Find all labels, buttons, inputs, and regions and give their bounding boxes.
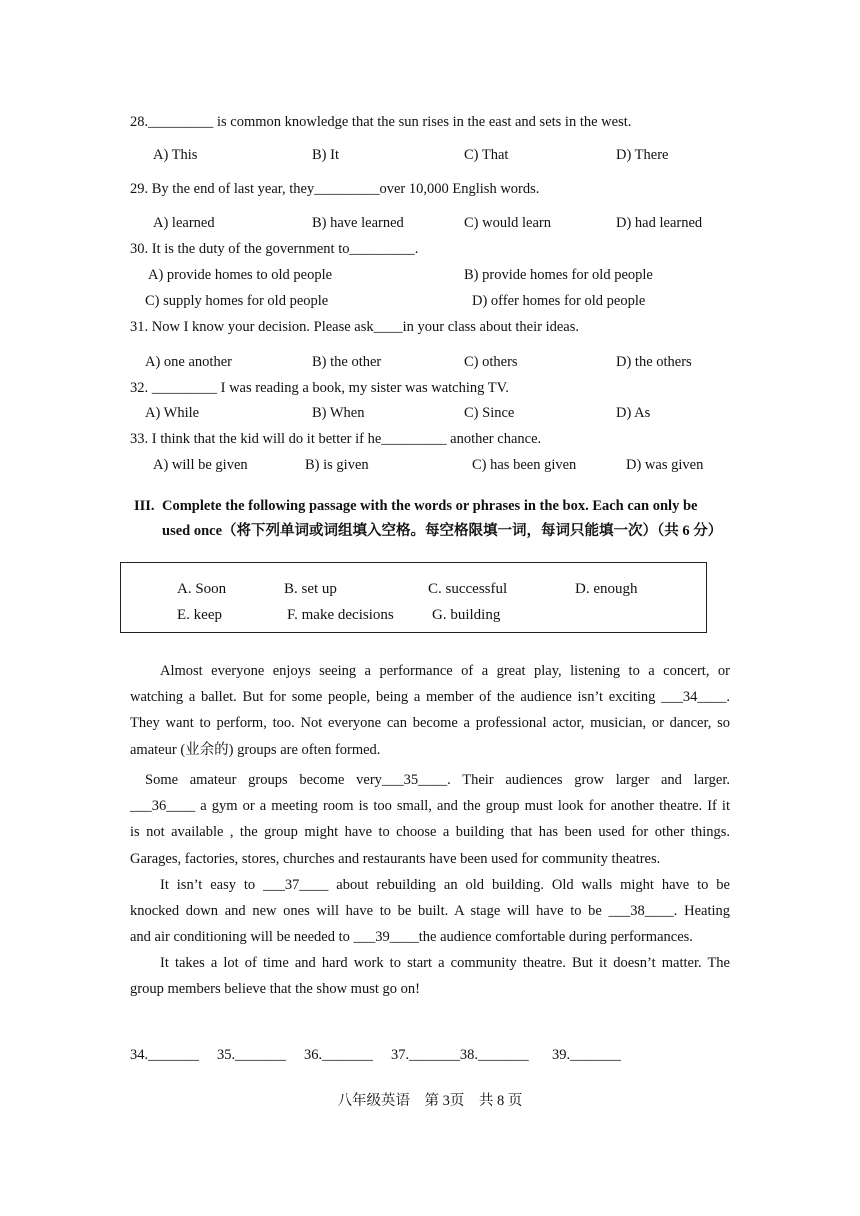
passage-line: is not available , the group might have to choose a building that has been used for other things. (130, 824, 730, 841)
question-31-stem: 31. Now I know your decision. Please ask____in your class about their ideas. (130, 319, 580, 335)
section-3-instruction-line-1: Complete the following passage with the words or phrases in the box. Each can only be (162, 498, 698, 514)
passage-paragraph-4 (130, 950, 730, 1002)
question-30-stem: 30. It is the duty of the government to_________. (130, 241, 419, 257)
question-30-option-d: D) offer homes for old people (472, 293, 646, 309)
question-28-option-b: B) It (312, 147, 339, 163)
word-box-item-g: G. building (432, 607, 501, 623)
question-30-option-c: C) supply homes for old people (145, 293, 329, 309)
answer-blank-39[interactable]: 39._______ (552, 1047, 621, 1063)
answer-blank-34[interactable]: 34._______ (130, 1047, 199, 1063)
passage-line: Almost everyone enjoys seeing a performance of a great play, listening to a concert, or (160, 663, 730, 679)
question-28-option-c: C) That (464, 147, 509, 163)
word-box-item-b: B. set up (284, 581, 337, 597)
passage-line: knocked down and new ones will have to be built. A stage will have to be ___38____. Heating (130, 903, 730, 920)
question-28-option-d: D) There (616, 147, 669, 163)
passage-paragraph-3 (130, 872, 730, 951)
question-33-option-d: D) was given (626, 457, 704, 473)
question-31-option-b: B) the other (312, 354, 382, 370)
answer-blank-36[interactable]: 36._______ (304, 1047, 373, 1063)
word-box-item-c: C. successful (428, 581, 508, 597)
question-33-option-a: A) will be given (153, 457, 248, 473)
passage-paragraph-1 (130, 658, 730, 763)
passage-line: Some amateur groups become very___35____. Their audiences grow larger and larger. (145, 772, 730, 788)
answer-blank-35[interactable]: 35._______ (217, 1047, 286, 1063)
passage-line: watching a ballet. But for some people, being a member of the audience isn’t exciting ___34____. (130, 689, 730, 706)
question-29-option-d: D) had learned (616, 215, 703, 231)
question-29-option-a: A) learned (153, 215, 215, 231)
passage-line: Garages, factories, stores, churches and restaurants have been used for community theatres. (130, 850, 661, 867)
question-32-stem: 32. _________ I was reading a book, my sister was watching TV. (130, 380, 509, 396)
question-32-option-b: B) When (312, 405, 365, 421)
question-28-stem: 28._________ is common knowledge that the sun rises in the east and sets in the west. (130, 114, 632, 130)
section-3-instruction-line-2: used once（将下列单词或词组填入空格。每空格限填一词，每词只能填一次）（共 6 分） (162, 523, 723, 539)
passage-line: ___36____ a gym or a meeting room is too small, and the group must look for another theatre. If it (130, 798, 730, 815)
word-box (120, 562, 707, 633)
question-28-option-a: A) This (153, 147, 198, 163)
question-30-option-b: B) provide homes for old people (464, 267, 653, 283)
question-31-option-d: D) the others (616, 354, 692, 370)
question-32-option-a: A) While (145, 405, 200, 421)
question-32-option-d: D) As (616, 405, 651, 421)
question-31-option-c: C) others (464, 354, 518, 370)
word-box-item-a: A. Soon (177, 581, 227, 597)
question-29-option-c: C) would learn (464, 215, 551, 231)
question-32-option-c: C) Since (464, 405, 515, 421)
passage-paragraph-2 (130, 767, 730, 872)
word-box-item-e: E. keep (177, 607, 222, 623)
passage-line: amateur (业余的) groups are often formed. (130, 741, 381, 758)
question-33-stem: 33. I think that the kid will do it better if he_________ another chance. (130, 431, 542, 447)
passage-line: It isn’t easy to ___37____ about rebuilding an old building. Old walls might have to be (160, 877, 730, 893)
passage-line: and air conditioning will be needed to ___39____the audience comfortable during performances. (130, 929, 693, 946)
page-footer: 八年级英语 第 3页 共 8 页 (337, 1093, 523, 1109)
word-box-item-d: D. enough (575, 581, 638, 597)
question-33-option-b: B) is given (305, 457, 369, 473)
passage-line: group members believe that the show must go on! (130, 981, 420, 998)
question-33-option-c: C) has been given (472, 457, 577, 473)
answer-blank-37-38[interactable]: 37._______38._______ (391, 1047, 529, 1063)
question-31-option-a: A) one another (145, 354, 232, 370)
passage-line: They want to perform, too. Not everyone can become a professional actor, musician, or dancer, so (130, 715, 730, 732)
question-30-option-a: A) provide homes to old people (148, 267, 333, 283)
section-3-number: III. (134, 498, 155, 514)
word-box-item-f: F. make decisions (287, 607, 394, 623)
question-29-stem: 29. By the end of last year, they_________over 10,000 English words. (130, 181, 540, 197)
question-29-option-b: B) have learned (312, 215, 404, 231)
passage-line: It takes a lot of time and hard work to start a community theatre. But it doesn’t matter. The (160, 955, 730, 971)
